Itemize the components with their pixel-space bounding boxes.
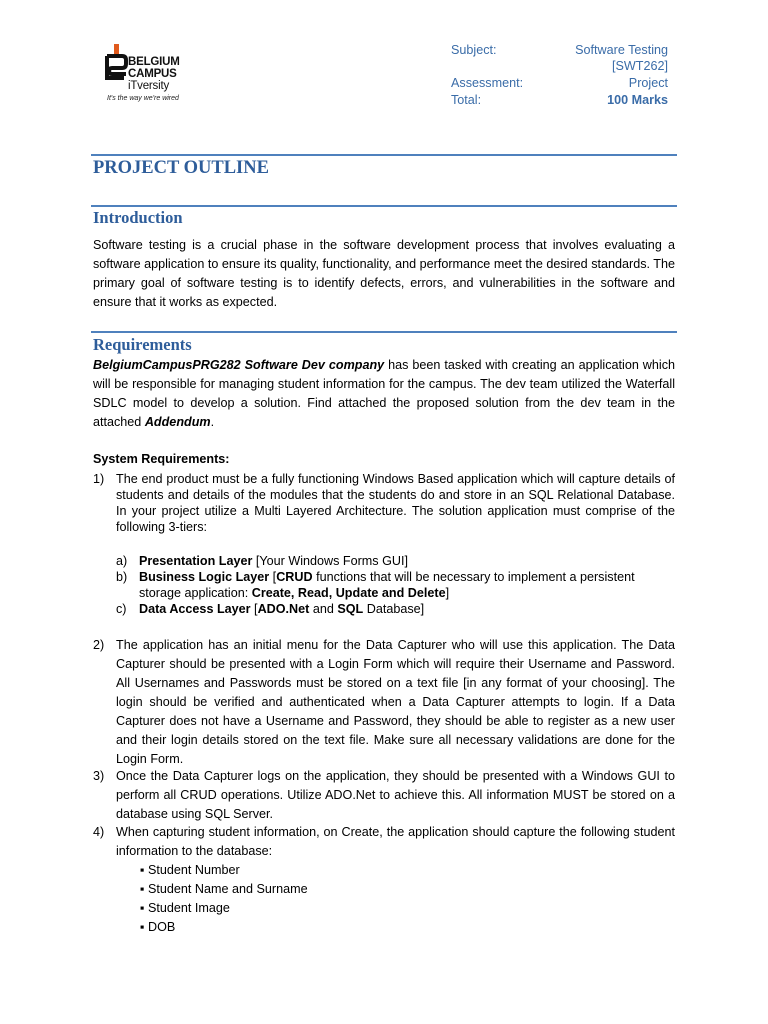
tier-ops: Create, Read, Update and Delete [251, 586, 446, 600]
bullet-student-name: Student Name and Surname [147, 882, 308, 896]
total-value: 100 Marks [607, 93, 668, 107]
tier-sql: SQL [337, 602, 364, 616]
requirements-end: . [210, 415, 215, 429]
logo-tagline: It's the way we're wired [107, 95, 179, 102]
tier-name: Business Logic Layer [139, 570, 270, 584]
tier-adonet: ADO.Net [257, 602, 310, 616]
logo-mark-icon [104, 42, 128, 82]
requirement-item-2 [93, 636, 675, 769]
list-item: ▪ Student Number [140, 863, 240, 877]
requirements-heading: Requirements [93, 335, 192, 354]
tier-name: Presentation Layer [139, 554, 253, 568]
item-text: When capturing student information, on Create, the application should capture the following student information to the database: [116, 825, 675, 858]
bullet-dob: DOB [147, 920, 176, 934]
item-number: 2) [93, 638, 105, 652]
tier-label: b) [116, 570, 128, 584]
tier-bracket-end: Database] [363, 602, 425, 616]
tier-presentation [116, 553, 675, 569]
company-name: BelgiumCampusPRG282 Software Dev company [93, 358, 385, 372]
requirement-item-4 [93, 823, 675, 937]
bullet-student-image: Student Image [147, 901, 230, 915]
item-number: 1) [93, 472, 105, 486]
item-text: The end product must be a fully functioning Windows Based application which will capture details of students and details of the modules that the students do and store in an SQL Relational Database. In your project utilize a Multi Layered Architecture. The solution application must comprise of the following 3-tiers: [116, 472, 675, 534]
tier-desc: [Your Windows Forms GUI] [252, 554, 408, 568]
list-item: ▪ Student Name and Surname [140, 882, 308, 896]
tier-label: a) [116, 554, 128, 568]
requirements-body: has been tasked with creating an application which will be responsible for managing student information for the campus. The dev team utilized the Waterfall SDLC model to develop a solution. Find attached the proposed solution from the dev team in the attached [93, 358, 675, 429]
item-text: Once the Data Capturer logs on the application, they should be presented with a Windows GUI to perform all CRUD operations. Utilize ADO.Net to achieve this. All information MUST be stored on a database using SQL Server. [116, 769, 675, 821]
bullet-student-number: Student Number [147, 863, 240, 877]
requirement-item-1 [93, 471, 675, 617]
tier-bracket: [ [250, 602, 258, 616]
tier-bracket: [ [269, 570, 277, 584]
tier-desc: functions that will be necessary to implement a persistent storage application: [139, 570, 635, 600]
subject-label: Subject: [451, 43, 497, 57]
introduction-rule [91, 205, 677, 207]
item-text: The application has an initial menu for the Data Capturer who will use this application. The Data Capturer should be presented with a Login Form which will require their Username and Password. All Usernames and Passwords must be stored on a text file [in any format of your choosing]. The login should be verified and authenticated when a Data Capturer attempts to login. If a Data Capturer does not have a Username and Password, they should be able to register as a new user and their login details stored on the text file. Make sure all necessary validations are done for the Login Form. [116, 638, 675, 766]
assessment-label: Assessment: [451, 76, 524, 90]
tier-business-logic [116, 569, 675, 601]
logo-line-1: BELGIUM [128, 56, 180, 68]
list-item: ▪ DOB [140, 920, 176, 934]
tier-label: c) [116, 602, 127, 616]
list-item: ▪ Student Image [140, 901, 230, 915]
belgium-campus-logo [104, 42, 224, 110]
title-rule [91, 154, 677, 156]
tier-data-access [116, 601, 675, 617]
introduction-heading: Introduction [93, 208, 183, 227]
tier-name: Data Access Layer [139, 602, 251, 616]
logo-line-3: iTversity [128, 80, 170, 92]
system-requirements-heading: System Requirements: [93, 452, 230, 466]
assessment-value: Project [628, 76, 668, 90]
tier-bracket-end: ] [445, 586, 450, 600]
subject-code: [SWT262] [612, 59, 668, 73]
addendum-ref: Addendum [144, 415, 211, 429]
subject-value: Software Testing [575, 43, 668, 57]
item-number: 4) [93, 825, 105, 839]
requirements-rule [91, 331, 677, 333]
requirement-item-3 [93, 767, 675, 824]
page-title: PROJECT OUTLINE [93, 158, 269, 178]
tier-crud: CRUD [276, 570, 313, 584]
item-number: 3) [93, 769, 105, 783]
total-label: Total: [451, 93, 482, 107]
tier-desc: and [309, 602, 338, 616]
requirements-text [93, 356, 675, 432]
introduction-text: Software testing is a crucial phase in the software development process that involves evaluating a software application to ensure its quality, functionality, and performance meet the desired standards. The primary goal of software testing is to identify defects, errors, and vulnerabilities in the software and ensure that it works as expected. [93, 238, 675, 309]
logo-line-2: CAMPUS [128, 68, 177, 80]
